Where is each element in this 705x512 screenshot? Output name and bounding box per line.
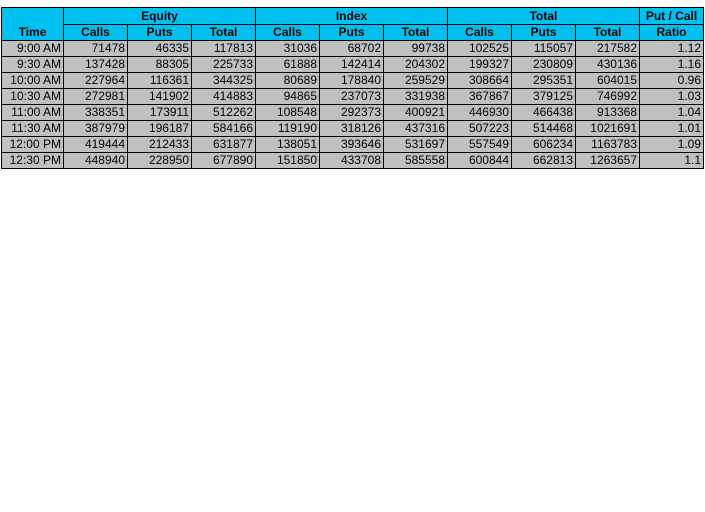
time-cell: 12:00 PM bbox=[2, 137, 64, 153]
ratio-header: Ratio bbox=[640, 25, 704, 41]
equity-puts-header: Puts bbox=[128, 25, 192, 41]
equity-total-header: Total bbox=[192, 25, 256, 41]
equity-calls-cell: 387979 bbox=[64, 121, 128, 137]
table-row bbox=[2, 73, 704, 89]
total-calls-cell: 557549 bbox=[448, 137, 512, 153]
options-volume-table bbox=[1, 7, 704, 169]
ratio-cell: 0.96 bbox=[640, 73, 704, 89]
equity-total-cell: 677890 bbox=[192, 153, 256, 169]
equity-puts-cell: 228950 bbox=[128, 153, 192, 169]
index-calls-cell: 61888 bbox=[256, 57, 320, 73]
index-calls-cell: 151850 bbox=[256, 153, 320, 169]
time-cell: 9:00 AM bbox=[2, 41, 64, 57]
ratio-cell: 1.04 bbox=[640, 105, 704, 121]
equity-puts-cell: 173911 bbox=[128, 105, 192, 121]
total-total-cell: 746992 bbox=[576, 89, 640, 105]
total-calls-cell: 102525 bbox=[448, 41, 512, 57]
total-puts-cell: 295351 bbox=[512, 73, 576, 89]
total-total-cell: 1163783 bbox=[576, 137, 640, 153]
index-group-header: Index bbox=[256, 8, 448, 25]
equity-calls-cell: 71478 bbox=[64, 41, 128, 57]
table-row bbox=[2, 121, 704, 137]
index-puts-cell: 142414 bbox=[320, 57, 384, 73]
total-total-cell: 1021691 bbox=[576, 121, 640, 137]
equity-total-cell: 414883 bbox=[192, 89, 256, 105]
total-puts-cell: 662813 bbox=[512, 153, 576, 169]
total-puts-header: Puts bbox=[512, 25, 576, 41]
equity-total-cell: 512262 bbox=[192, 105, 256, 121]
index-total-cell: 331938 bbox=[384, 89, 448, 105]
total-puts-cell: 466438 bbox=[512, 105, 576, 121]
table-row bbox=[2, 41, 704, 57]
column-header-row bbox=[2, 25, 704, 41]
total-calls-cell: 446930 bbox=[448, 105, 512, 121]
total-total-cell: 217582 bbox=[576, 41, 640, 57]
equity-calls-cell: 272981 bbox=[64, 89, 128, 105]
equity-total-cell: 631877 bbox=[192, 137, 256, 153]
total-calls-cell: 308664 bbox=[448, 73, 512, 89]
table-row bbox=[2, 89, 704, 105]
equity-puts-cell: 212433 bbox=[128, 137, 192, 153]
total-total-cell: 604015 bbox=[576, 73, 640, 89]
equity-puts-cell: 141902 bbox=[128, 89, 192, 105]
equity-total-cell: 225733 bbox=[192, 57, 256, 73]
table-body bbox=[2, 41, 704, 169]
total-puts-cell: 514468 bbox=[512, 121, 576, 137]
index-calls-cell: 138051 bbox=[256, 137, 320, 153]
index-total-cell: 259529 bbox=[384, 73, 448, 89]
total-calls-cell: 367867 bbox=[448, 89, 512, 105]
index-total-cell: 204302 bbox=[384, 57, 448, 73]
put-call-group-header: Put / Call bbox=[640, 8, 704, 25]
total-calls-cell: 507223 bbox=[448, 121, 512, 137]
time-cell: 10:00 AM bbox=[2, 73, 64, 89]
total-group-header: Total bbox=[448, 8, 640, 25]
table-row bbox=[2, 153, 704, 169]
equity-calls-cell: 338351 bbox=[64, 105, 128, 121]
index-puts-cell: 178840 bbox=[320, 73, 384, 89]
index-calls-cell: 31036 bbox=[256, 41, 320, 57]
equity-calls-cell: 227964 bbox=[64, 73, 128, 89]
ratio-cell: 1.12 bbox=[640, 41, 704, 57]
equity-calls-cell: 137428 bbox=[64, 57, 128, 73]
ratio-cell: 1.01 bbox=[640, 121, 704, 137]
index-puts-cell: 318126 bbox=[320, 121, 384, 137]
total-total-header: Total bbox=[576, 25, 640, 41]
total-calls-header: Calls bbox=[448, 25, 512, 41]
index-total-cell: 531697 bbox=[384, 137, 448, 153]
equity-puts-cell: 116361 bbox=[128, 73, 192, 89]
index-puts-cell: 292373 bbox=[320, 105, 384, 121]
index-calls-cell: 119190 bbox=[256, 121, 320, 137]
total-total-cell: 430136 bbox=[576, 57, 640, 73]
total-total-cell: 913368 bbox=[576, 105, 640, 121]
index-puts-cell: 237073 bbox=[320, 89, 384, 105]
equity-group-header: Equity bbox=[64, 8, 256, 25]
time-cell: 9:30 AM bbox=[2, 57, 64, 73]
ratio-cell: 1.1 bbox=[640, 153, 704, 169]
table-row bbox=[2, 137, 704, 153]
index-puts-cell: 393646 bbox=[320, 137, 384, 153]
equity-puts-cell: 196187 bbox=[128, 121, 192, 137]
time-group-header bbox=[2, 8, 64, 25]
total-puts-cell: 230809 bbox=[512, 57, 576, 73]
index-calls-cell: 80689 bbox=[256, 73, 320, 89]
index-total-cell: 400921 bbox=[384, 105, 448, 121]
group-header-row bbox=[2, 8, 704, 25]
table-row bbox=[2, 105, 704, 121]
equity-calls-header: Calls bbox=[64, 25, 128, 41]
ratio-cell: 1.09 bbox=[640, 137, 704, 153]
ratio-cell: 1.03 bbox=[640, 89, 704, 105]
equity-total-cell: 584166 bbox=[192, 121, 256, 137]
equity-puts-cell: 88305 bbox=[128, 57, 192, 73]
index-calls-header: Calls bbox=[256, 25, 320, 41]
time-cell: 11:30 AM bbox=[2, 121, 64, 137]
index-total-cell: 437316 bbox=[384, 121, 448, 137]
total-puts-cell: 606234 bbox=[512, 137, 576, 153]
table-row bbox=[2, 57, 704, 73]
time-cell: 12:30 PM bbox=[2, 153, 64, 169]
index-calls-cell: 94865 bbox=[256, 89, 320, 105]
index-total-cell: 585558 bbox=[384, 153, 448, 169]
equity-calls-cell: 419444 bbox=[64, 137, 128, 153]
total-calls-cell: 199327 bbox=[448, 57, 512, 73]
equity-total-cell: 117813 bbox=[192, 41, 256, 57]
equity-total-cell: 344325 bbox=[192, 73, 256, 89]
index-puts-header: Puts bbox=[320, 25, 384, 41]
index-calls-cell: 108548 bbox=[256, 105, 320, 121]
index-puts-cell: 433708 bbox=[320, 153, 384, 169]
total-total-cell: 1263657 bbox=[576, 153, 640, 169]
total-puts-cell: 379125 bbox=[512, 89, 576, 105]
equity-puts-cell: 46335 bbox=[128, 41, 192, 57]
index-puts-cell: 68702 bbox=[320, 41, 384, 57]
ratio-cell: 1.16 bbox=[640, 57, 704, 73]
time-cell: 11:00 AM bbox=[2, 105, 64, 121]
equity-calls-cell: 448940 bbox=[64, 153, 128, 169]
total-puts-cell: 115057 bbox=[512, 41, 576, 57]
total-calls-cell: 600844 bbox=[448, 153, 512, 169]
index-total-header: Total bbox=[384, 25, 448, 41]
time-cell: 10:30 AM bbox=[2, 89, 64, 105]
time-column-header: Time bbox=[2, 25, 64, 41]
index-total-cell: 99738 bbox=[384, 41, 448, 57]
